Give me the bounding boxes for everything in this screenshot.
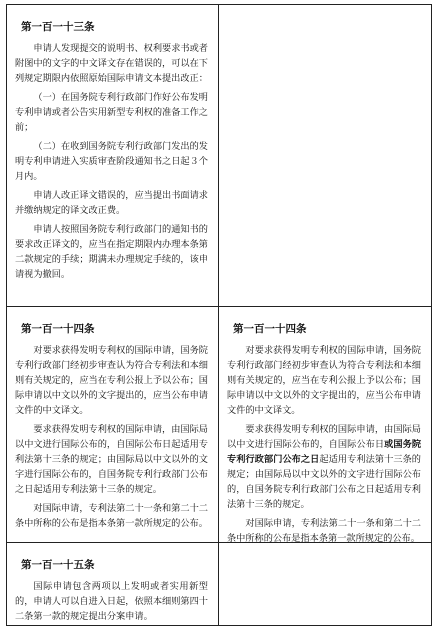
article-title: 第一百一十四条 bbox=[21, 323, 95, 335]
amended-text-highlight: 或国务院专利行政部门公布之日 bbox=[227, 439, 422, 465]
paragraph: 申请人改正译文错误的，应当提出书面请求并缴纳规定的译文改正费。 bbox=[15, 190, 208, 216]
paragraph: 对国际申请，专利法第二十一条和第二十二条中所称的公布是指本条第一款所规定的公布。 bbox=[227, 518, 421, 544]
paragraph: （二）在收到国务院专利行政部门发出的发明专利申请进入实质审查阶段通知书之日起３个月内。 bbox=[15, 141, 208, 182]
article-title: 第一百一十四条 bbox=[233, 323, 307, 335]
paragraph-text: 起适用专利法第十三条的规定；由国际局以中文以外的文字进行国际公布的，自国务院专利行政部门公布之日起适用专利法第十三条的规定。 bbox=[227, 454, 421, 510]
paragraph-text: 要求获得发明专利权的国际申请，由国际局以中文进行国际公布的，自国际公布日 bbox=[227, 424, 421, 450]
article-title: 第一百一十五条 bbox=[21, 559, 95, 571]
paragraph: 申请人按照国务院专利行政部门的通知书的要求改正译文的，应当在指定期限内办理本条第二款规定的手续；期满未办理规定手续的，该申请视为撤回。 bbox=[15, 224, 208, 280]
table-row-article-113 bbox=[7, 5, 431, 306]
paragraph: 申请人发现提交的说明书、权利要求书或者附图中的文字的中文译文存在错误的，可以在下列规定期限内依照原始国际申请文本提出改正： bbox=[15, 43, 208, 84]
article-title: 第一百一十三条 bbox=[21, 21, 95, 33]
paragraph-amended bbox=[227, 422, 421, 512]
paragraph: 对要求获得发明专利权的国际申请，国务院专利行政部门经初步审查认为符合专利法和本细则有关规定的，应当在专利公报上予以公布；国际申请以中文以外的文字提出的，应当公布申请文件的中文译文。 bbox=[15, 345, 208, 416]
new-text-cell bbox=[219, 307, 431, 542]
paragraph: 对国际申请，专利法第二十一条和第二十二条中所称的公布是指本条第一款所规定的公布。 bbox=[15, 503, 208, 529]
paragraph: 要求获得发明专利权的国际申请，由国际局以中文进行国际公布的，自国际公布日起适用专利法第十三条的规定；由国际局以中文以外的文字进行国际公布的，自国务院专利行政部门公布之日起适用专利法第十三条的规定。 bbox=[15, 424, 208, 495]
old-text-cell bbox=[7, 307, 219, 542]
table-row-article-115 bbox=[7, 542, 431, 625]
new-text-cell-empty bbox=[219, 5, 431, 306]
paragraph: 对要求获得发明专利权的国际申请，国务院专利行政部门经初步审查认为符合专利法和本细则有关规定的，应当在专利公报上予以公布；国际申请以中文以外的文字提出的，应当公布申请文件的中文译文。 bbox=[227, 345, 421, 416]
paragraph: 国际申请包含两项以上发明或者实用新型的，申请人可以自进入日起，依照本细则第四十二条第一款的规定提出分案申请。 bbox=[15, 581, 208, 622]
old-text-cell bbox=[7, 5, 219, 306]
comparison-table bbox=[6, 4, 432, 626]
paragraph: （一）在国务院专利行政部门作好公布发明专利申请或者公告实用新型专利权的准备工作之前； bbox=[15, 92, 208, 133]
table-row-article-114 bbox=[7, 306, 431, 542]
old-text-cell bbox=[7, 543, 219, 625]
new-text-cell-empty bbox=[219, 543, 431, 625]
